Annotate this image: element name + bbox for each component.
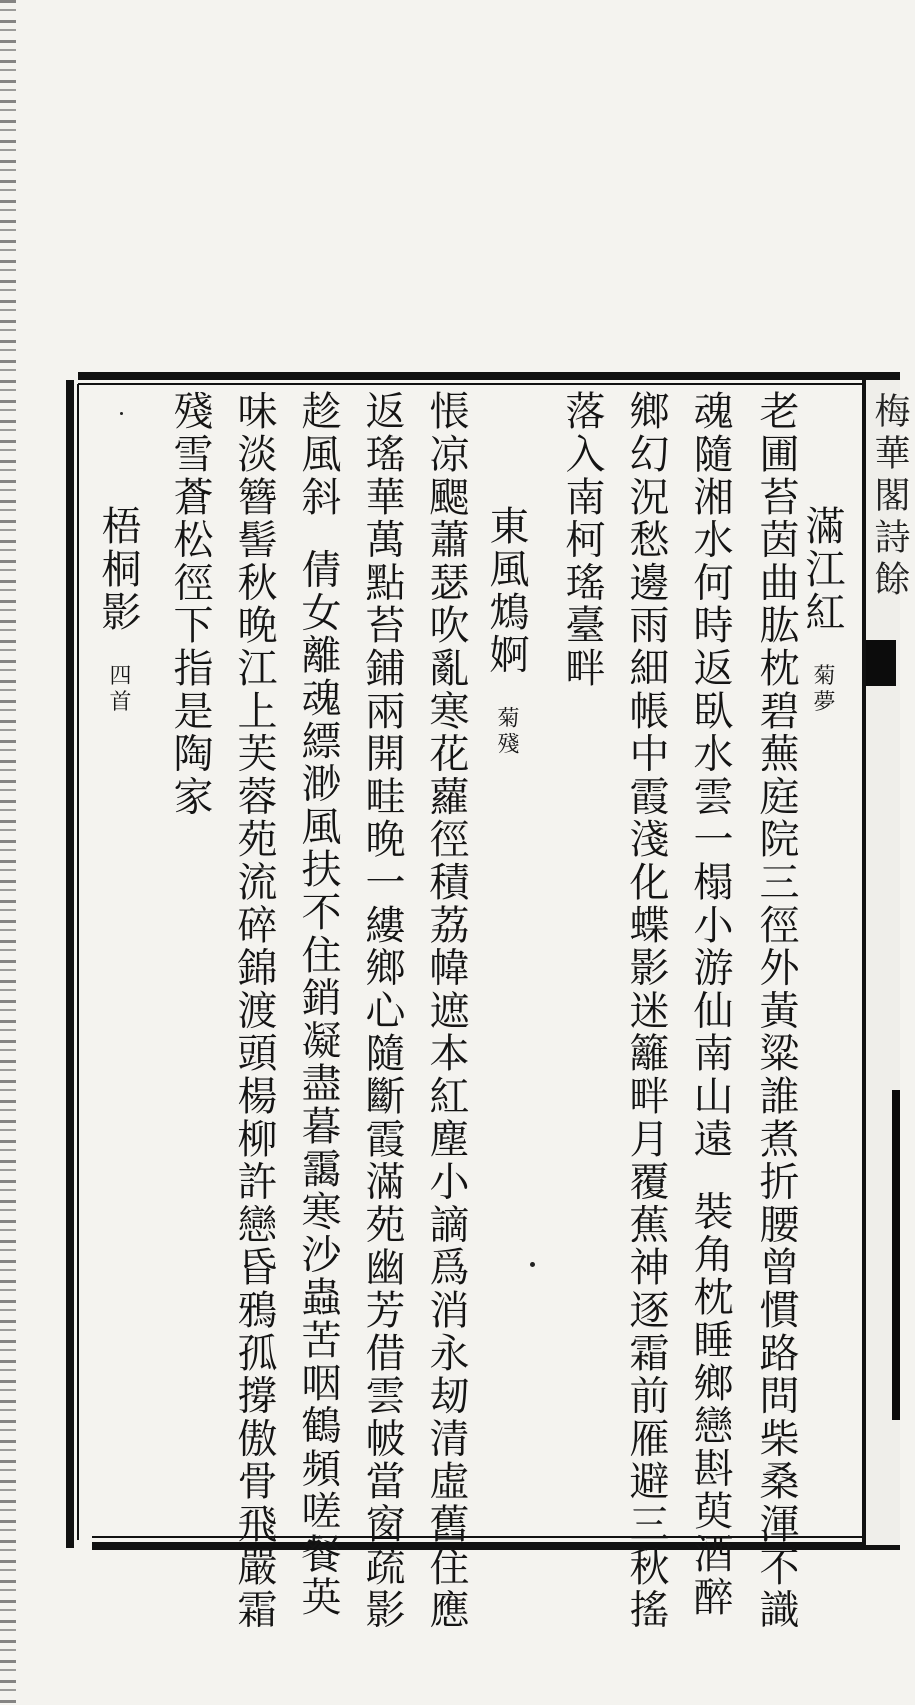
frame-border-left: [66, 380, 74, 1548]
text-column-5: [559, 390, 605, 690]
column-text-continued: 倩女離魂縹渺風扶不住銷凝盡暮靄寒沙蟲苦咽鶴頻嗟餐英: [295, 548, 341, 1619]
column-text: 老圃苔茵曲肱枕碧蕪庭院三徑外黃粱誰煮折腰曾慣路問柴桑渾不識: [753, 390, 799, 1632]
text-column-2: [753, 390, 799, 1632]
text-column-3: [687, 390, 733, 1619]
page-edge-shadow: [0, 0, 16, 1705]
poem-title: 梧桐影: [95, 505, 141, 634]
column-text: 返瑤華萬點苔鋪兩開畦晚一縷鄉心隨斷霞滿苑幽芳借雲帔當窗疏影: [359, 390, 405, 1632]
column-text: 味淡簪髻秋晚江上芙蓉苑流碎錦渡頭楊柳許戀昏鴉孤撐傲骨飛嚴霜: [231, 390, 277, 1632]
text-column-4: [623, 390, 669, 1632]
text-column-7: [423, 390, 469, 1632]
text-column-11: [167, 390, 213, 818]
column-text: 殘雪蒼松徑下指是陶家: [167, 390, 213, 818]
column-text: 鄉幻況愁邊雨細帳中霞淺化蝶影迷籬畔月覆蕉神逐霜前雁避三秋搖: [623, 390, 669, 1632]
poem-subtitle: 四首: [106, 663, 131, 716]
poem-subtitle: 菊殘: [494, 706, 519, 759]
column-text-continued: 裝角枕睡鄉戀斟萸酒醉: [687, 1190, 733, 1619]
text-column-6: [483, 505, 529, 759]
ink-speck: [120, 412, 123, 415]
poem-subtitle: 菊夢: [810, 663, 835, 716]
poem-title: 滿江紅: [799, 505, 845, 634]
text-column-1: [799, 505, 845, 716]
ink-speck: [530, 1262, 535, 1267]
text-column-8: [359, 390, 405, 1632]
frame-border-top-inner: [78, 383, 900, 385]
spine-edge-bar: [892, 1090, 900, 1420]
column-text: 趁風斜: [295, 390, 341, 519]
frame-border-left-inner: [77, 384, 79, 1540]
column-text: 悵凉颸蕭瑟吹亂寒花蘿徑積荔幃遮本紅塵小謫爲消永刼清虛舊住應: [423, 390, 469, 1632]
spine-fishtail-mark: [866, 640, 896, 686]
text-column-9: [295, 390, 341, 1619]
spine-title: 梅華閣詩餘: [869, 392, 910, 602]
column-text: 魂隨湘水何時返臥水雲一榻小游仙南山遠: [687, 390, 733, 1161]
text-column-10: [231, 390, 277, 1632]
column-text: 落入南柯瑤臺畔: [559, 390, 605, 690]
frame-border-top: [78, 372, 900, 380]
poem-title: 東風鴆婀: [483, 505, 529, 677]
text-column-12: [95, 505, 141, 716]
